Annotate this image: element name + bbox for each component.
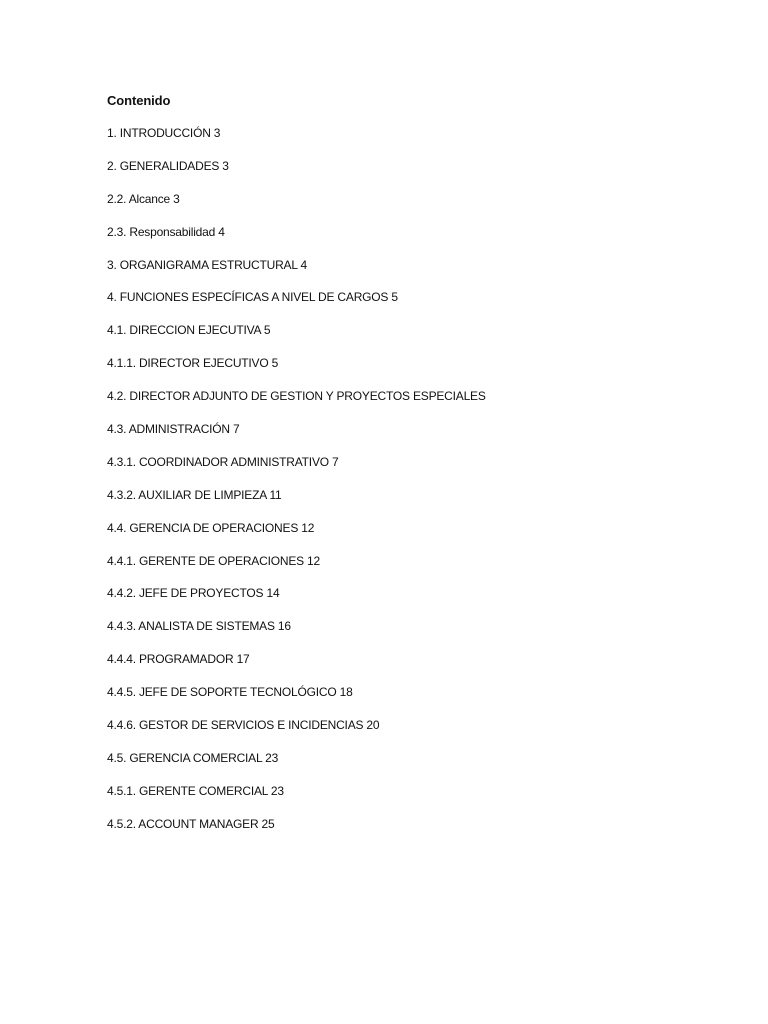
toc-entry-jefe-proyectos: 4.4.2. JEFE DE PROYECTOS 14	[107, 586, 280, 601]
toc-entry-account-manager: 4.5.2. ACCOUNT MANAGER 25	[107, 816, 275, 831]
toc-title: Contenido	[107, 93, 171, 108]
toc-entry-administracion: 4.3. ADMINISTRACIÓN 7	[107, 422, 240, 437]
toc-entry-director-adjunto: 4.2. DIRECTOR ADJUNTO DE GESTION Y PROYECTOS ESPECIALES	[107, 389, 486, 404]
toc-entry-direccion-ejecutiva: 4.1. DIRECCION EJECUTIVA 5	[107, 323, 271, 338]
toc-entry-programador: 4.4.4. PROGRAMADOR 17	[107, 652, 250, 667]
toc-entry-funciones: 4. FUNCIONES ESPECÍFICAS A NIVEL DE CARGOS 5	[107, 290, 398, 305]
toc-entry-analista-sistemas: 4.4.3. ANALISTA DE SISTEMAS 16	[107, 619, 291, 634]
toc-entry-auxiliar-limpieza: 4.3.2. AUXILIAR DE LIMPIEZA 11	[107, 487, 282, 502]
toc-entry-jefe-soporte: 4.4.5. JEFE DE SOPORTE TECNOLÓGICO 18	[107, 685, 353, 700]
toc-entry-introduccion: 1. INTRODUCCIÓN 3	[107, 126, 221, 140]
toc-entry-responsabilidad: 2.3. Responsabilidad 4	[107, 224, 225, 239]
toc-list	[107, 125, 727, 833]
toc-entry-gerente-comercial: 4.5.1. GERENTE COMERCIAL 23	[107, 783, 284, 798]
toc-entry-gerencia-comercial: 4.5. GERENCIA COMERCIAL 23	[107, 750, 279, 765]
toc-entry-coordinador-administrativo: 4.3.1. COORDINADOR ADMINISTRATIVO 7	[107, 454, 339, 469]
table-of-contents	[107, 92, 727, 849]
toc-entry-gestor-servicios: 4.4.6. GESTOR DE SERVICIOS E INCIDENCIAS 20	[107, 718, 380, 733]
toc-entry-gerencia-operaciones: 4.4. GERENCIA DE OPERACIONES 12	[107, 520, 315, 535]
toc-entry-generalidades: 2. GENERALIDADES 3	[107, 158, 229, 173]
toc-entry-gerente-operaciones: 4.4.1. GERENTE DE OPERACIONES 12	[107, 553, 321, 568]
toc-entry-organigrama: 3. ORGANIGRAMA ESTRUCTURAL 4	[107, 257, 307, 272]
toc-entry-alcance: 2.2. Alcance 3	[107, 191, 180, 206]
toc-entry-director-ejecutivo: 4.1.1. DIRECTOR EJECUTIVO 5	[107, 356, 279, 371]
